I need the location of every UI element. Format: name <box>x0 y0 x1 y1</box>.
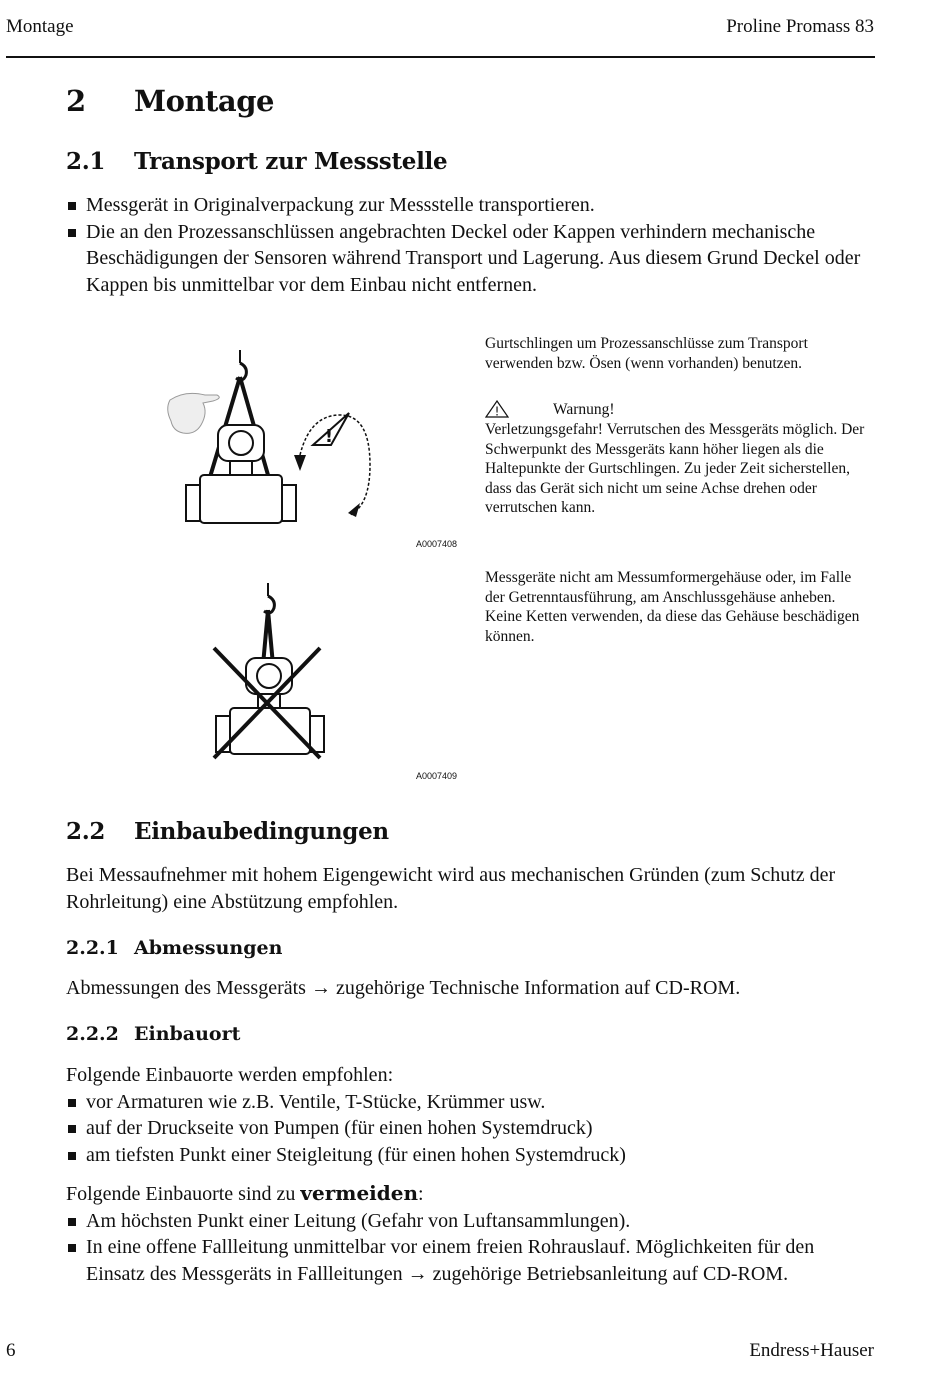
einbau-heading <box>66 818 389 845</box>
list-item: am tiefsten Punkt einer Steigleitung (für einen hohen Systemdruck) <box>66 1142 876 1169</box>
list-item: Messgerät in Originalverpackung zur Messstelle transportieren. <box>66 192 876 219</box>
abmessungen-title: Abmessungen <box>134 937 283 959</box>
einbau-text: Bei Messaufnehmer mit hohem Eigengewicht wird aus mechanischen Gründen (zum Schutz der Rohrleitung) eine Abstützung empfohlen. <box>66 864 836 913</box>
avoid-intro-bold: vermeiden <box>300 1181 419 1205</box>
figure1-warning <box>485 400 870 518</box>
section-title: Montage <box>134 84 274 118</box>
transport-title: Transport zur Messstelle <box>134 148 448 175</box>
einbauort-avoid <box>66 1180 876 1287</box>
avoid-list <box>66 1208 876 1288</box>
list-item: Die an den Prozessanschlüssen angebrachten Deckel oder Kappen verhindern mechanische Beschädigungen der Sensoren während Transport und Lagerung. Aus diesem Grund Deckel oder Kappen bis unmittelbar vor dem Einbau nicht entfernen. <box>66 219 876 299</box>
warning-header <box>485 400 870 420</box>
figure1-code: A0007408 <box>416 539 458 549</box>
warning-icon <box>485 400 509 418</box>
warning-text: Verletzungsgefahr! Verrutschen des Messgeräts möglich. Der Schwerpunkt des Messgeräts kann höher liegen als die Haltepunkte der Gurtschlingen. Zu jeder Zeit sicherstellen, dass das Gerät sich nicht um seine Achse drehen oder verrutschen kann. <box>485 421 865 516</box>
avoid-intro-suffix: : <box>418 1183 424 1205</box>
section-number: 2 <box>66 84 86 118</box>
footer-brand: Endress+Hauser <box>749 1340 874 1361</box>
section-heading <box>66 84 274 118</box>
einbauort-number: 2.2.2 <box>66 1023 119 1045</box>
list-item: Am höchsten Punkt einer Leitung (Gefahr von Luftansammlungen). <box>66 1208 876 1235</box>
page-number: 6 <box>6 1340 16 1361</box>
header-rule <box>6 56 875 58</box>
svg-text:!: ! <box>494 404 500 418</box>
einbauort-recommended <box>66 1062 876 1168</box>
transport-list <box>66 192 876 298</box>
recommended-list <box>66 1089 876 1169</box>
abmessungen-number: 2.2.1 <box>66 937 119 959</box>
abmessungen-heading <box>66 937 282 959</box>
avoid-intro-prefix: Folgende Einbauorte sind zu <box>66 1183 301 1205</box>
transport-sling-figure <box>160 345 400 530</box>
list-item: vor Armaturen wie z.B. Ventile, T-Stücke, Krümmer usw. <box>66 1089 876 1116</box>
list-item: In eine offene Fallleitung unmittelbar vor einem freien Rohrauslauf. Möglichkeiten für den Einsatz des Messgeräts in Fallleitungen → zugehörige Betriebsanleitung auf CD-ROM. <box>66 1234 876 1287</box>
figure2-caption: Messgeräte nicht am Messumformergehäuse oder, im Falle der Getrenntausführung, am Anschlussgehäuse anheben. Keine Ketten verwenden, da diese das Gehäuse beschädigen können. <box>485 569 860 645</box>
recommended-intro: Folgende Einbauorte werden empfohlen: <box>66 1064 394 1086</box>
einbauort-title: Einbauort <box>134 1023 241 1045</box>
header-left: Montage <box>6 16 74 37</box>
einbauort-heading <box>66 1023 240 1045</box>
transport-heading <box>66 148 447 175</box>
list-item: auf der Druckseite von Pumpen (für einen hohen Systemdruck) <box>66 1115 876 1142</box>
svg-text:!: ! <box>324 426 334 447</box>
einbau-title: Einbaubedingungen <box>134 818 389 845</box>
header-right: Proline Promass 83 <box>726 16 874 37</box>
figure2-code: A0007409 <box>416 771 458 781</box>
einbau-number: 2.2 <box>66 818 106 845</box>
warning-title: Warnung! <box>553 401 615 418</box>
figure1-caption: Gurtschlingen um Prozessanschlüsse zum Transport verwenden bzw. Ösen (wenn vorhanden) benutzen. <box>485 335 808 372</box>
abmessungen-text: Abmessungen des Messgeräts → zugehörige Technische Information auf CD-ROM. <box>66 977 741 999</box>
avoid-intro <box>66 1180 876 1208</box>
wrong-lifting-figure <box>200 578 340 763</box>
transport-number: 2.1 <box>66 148 106 175</box>
